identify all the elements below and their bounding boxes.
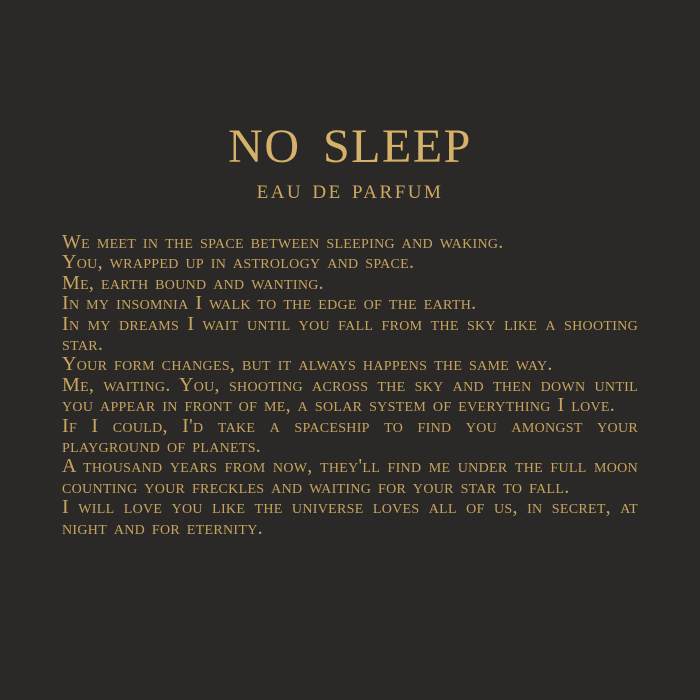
poem-line: In my dreams I wait until you fall from the sky like a shooting star. bbox=[62, 312, 638, 356]
poem-text bbox=[62, 232, 638, 538]
poem-line: You, wrapped up in astrology and space. bbox=[62, 251, 415, 274]
product-title: NO SLEEP bbox=[228, 120, 472, 173]
poem-line: Me, waiting. You, shooting across the sky and then down until you appear in front of me, a solar system of everything I love. bbox=[62, 373, 638, 417]
poem-line: A thousand years from now, they'll find me under the full moon counting your freckles and waiting for your star to fall. bbox=[62, 455, 638, 498]
poem-line: Your form changes, but it always happens the same way. bbox=[62, 353, 553, 376]
poem-line: Me, earth bound and wanting. bbox=[62, 271, 324, 294]
poem-line: In my insomnia I walk to the edge of the earth. bbox=[62, 292, 477, 315]
poem-line: If I could, I'd take a spaceship to find you amongst your playground of planets. bbox=[62, 414, 638, 458]
poem-line: We meet in the space between sleeping and waking. bbox=[62, 231, 504, 253]
product-subtitle: EAU DE PARFUM bbox=[256, 182, 444, 203]
poem-line: I will love you like the universe loves all of us, in secret, at night and for eternity. bbox=[62, 496, 638, 539]
